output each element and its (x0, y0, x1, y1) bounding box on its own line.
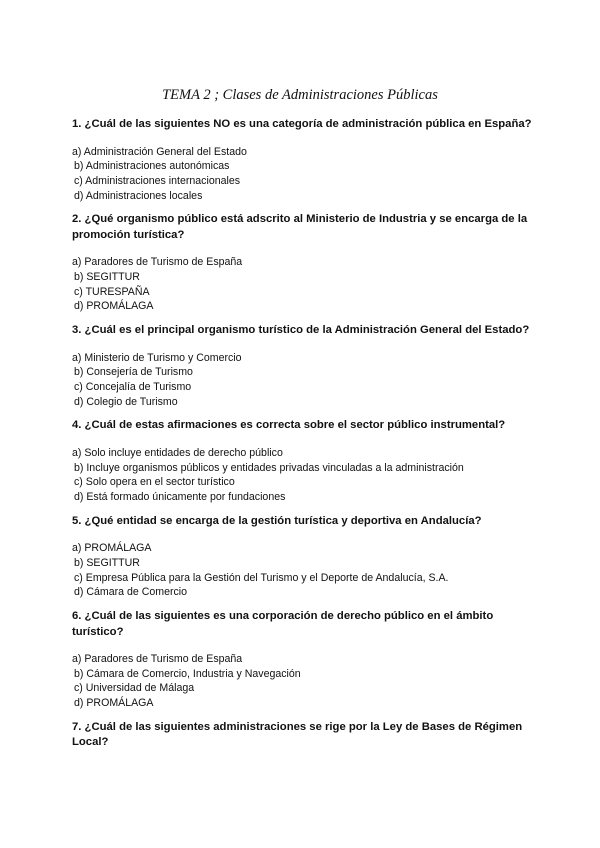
option-a: a) Paradores de Turismo de España (72, 653, 243, 666)
document-title: TEMA 2 ; Clases de Administraciones Públicas (162, 87, 438, 103)
option-list (72, 145, 532, 204)
option-c: c) Solo opera en el sector turístico (74, 476, 235, 489)
question-text: 4. ¿Cuál de estas afirmaciones es correcta sobre el sector público instrumental? (72, 419, 506, 432)
question-list (72, 117, 532, 763)
option-d: d) Cámara de Comercio (74, 586, 188, 599)
option-d: d) Está formado únicamente por fundaciones (74, 491, 286, 504)
option-c: c) Universidad de Málaga (74, 682, 195, 695)
question-text: 2. ¿Qué organismo público está adscrito al Ministerio de Industria y se encarga de la promoción turística? (72, 213, 528, 241)
question-1 (72, 117, 532, 203)
question-7 (72, 720, 532, 751)
option-b: b) SEGITTUR (74, 271, 140, 284)
question-4 (72, 418, 532, 504)
option-c: c) TURESPAÑA (74, 285, 150, 298)
option-list (72, 652, 532, 711)
question-2 (72, 212, 532, 314)
option-a: a) Ministerio de Turismo y Comercio (72, 351, 242, 364)
option-d: d) PROMÁLAGA (74, 697, 154, 710)
question-3 (72, 323, 532, 409)
question-text: 7. ¿Cuál de las siguientes administraciones se rige por la Ley de Bases de Régimen Local? (72, 720, 523, 749)
option-b: b) Consejería de Turismo (74, 366, 193, 379)
option-list (72, 255, 532, 314)
option-list (72, 446, 532, 505)
option-d: d) Colegio de Turismo (74, 395, 178, 408)
option-a: a) Paradores de Turismo de España (72, 256, 243, 269)
question-text: 5. ¿Qué entidad se encarga de la gestión turística y deportiva en Andalucía? (72, 514, 482, 527)
option-c: c) Concejalía de Turismo (74, 381, 192, 394)
option-list (72, 351, 532, 410)
question-5 (72, 514, 532, 600)
option-b: b) Cámara de Comercio, Industria y Navegación (74, 667, 301, 680)
question-text: 1. ¿Cuál de las siguientes NO es una categoría de administración pública en España? (72, 118, 532, 130)
option-b: b) Administraciones autonómicas (74, 160, 230, 173)
question-text: 3. ¿Cuál es el principal organismo turístico de la Administración General del Estado? (72, 324, 530, 337)
option-list (72, 541, 532, 600)
option-a: a) Administración General del Estado (72, 145, 247, 158)
option-d: d) PROMÁLAGA (74, 300, 154, 313)
option-c: c) Empresa Pública para la Gestión del Turismo y el Deporte de Andalucía, S.A. (74, 571, 449, 584)
question-6 (72, 609, 532, 711)
option-c: c) Administraciones internacionales (74, 174, 241, 187)
option-a: a) PROMÁLAGA (72, 542, 152, 555)
option-a: a) Solo incluye entidades de derecho público (72, 446, 283, 459)
question-text: 6. ¿Cuál de las siguientes es una corporación de derecho público en el ámbito turístico? (72, 610, 494, 638)
option-d: d) Administraciones locales (74, 189, 203, 202)
option-b: b) Incluye organismos públicos y entidades privadas vinculadas a la administración (74, 461, 464, 474)
option-b: b) SEGITTUR (74, 556, 140, 569)
